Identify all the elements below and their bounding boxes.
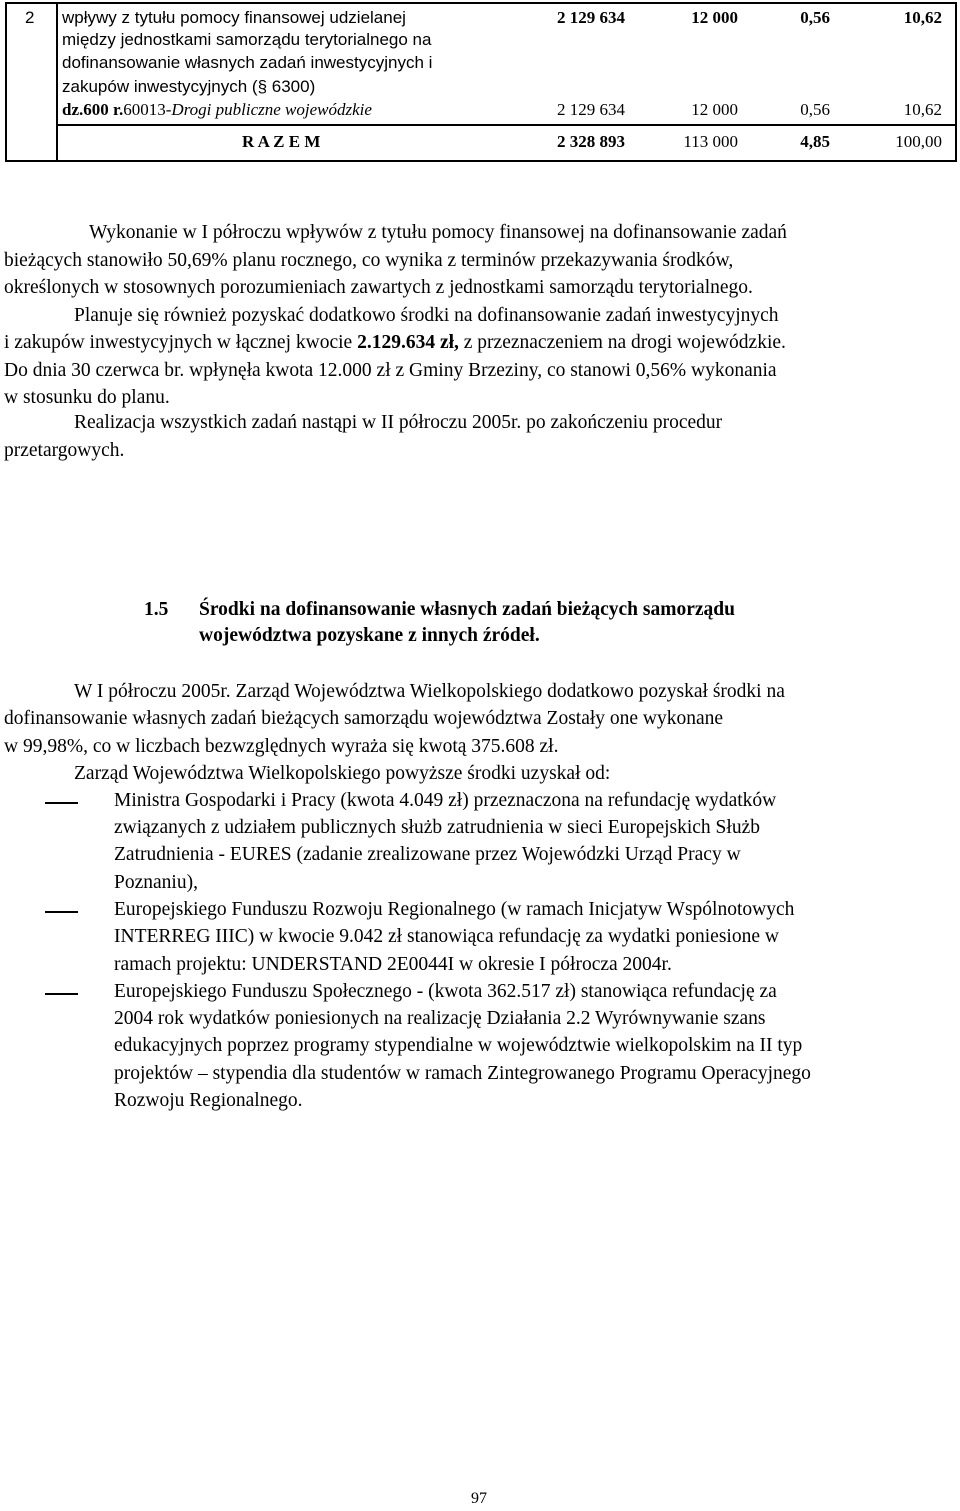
dash-bullet-icon: [45, 993, 78, 995]
dash-bullet-icon: [45, 911, 78, 913]
table-border-right: [955, 2, 957, 162]
table-row-description-line: dofinansowanie własnych zadań inwestycyjnych i: [62, 53, 433, 72]
list-item-line: Europejskiego Funduszu Rozwoju Regionalnego (w ramach Inicjatyw Wspólnotowych: [114, 899, 795, 920]
paragraph-text: Realizacja wszystkich zadań nastąpi w II półroczu 2005r. po zakończeniu procedur: [74, 412, 723, 433]
table-row-divider: [56, 124, 956, 126]
list-item-line: INTERREG IIIC) w kwocie 9.042 zł stanowiąca refundację za wydatki poniesione w: [114, 926, 779, 947]
table-cell-structure: 10,62: [903, 8, 942, 27]
table-cell-percent: 0,56: [800, 8, 830, 27]
section-title-line: województwa pozyskane z innych źródeł.: [199, 625, 540, 646]
list-item-line: Poznaniu),: [114, 872, 198, 893]
paragraph-line: Planuje się również pozyskać dodatkowo środki na dofinansowanie zadań inwestycyjnych: [74, 305, 779, 326]
paragraph-text: i zakupów inwestycyjnych w łącznej kwocie: [4, 332, 358, 353]
paragraph-line: [4, 331, 786, 355]
table-cell-plan: 2 129 634: [557, 100, 625, 119]
table-total-execution: 113 000: [683, 132, 738, 151]
page-number: 97: [471, 1490, 487, 1507]
table-row-number: 2: [25, 8, 35, 27]
table-subrow-prefix: dz.600 r.: [62, 100, 124, 119]
table-cell-plan: 2 129 634: [557, 8, 625, 27]
table-row-description-line: zakupów inwestycyjnych (§ 6300): [62, 77, 316, 96]
paragraph-line: Zarząd Województwa Wielkopolskiego powyższe środki uzyskał od:: [74, 763, 611, 784]
paragraph-line: [74, 411, 955, 435]
table-row-description-line: wpływy z tytułu pomocy finansowej udzielanej: [62, 8, 406, 27]
paragraph-line: określonych w stosownych porozumieniach zawartych z jednostkami samorządu terytorialnego.: [4, 277, 753, 298]
table-total-label: R A Z E M: [242, 132, 321, 151]
list-item-line: Europejskiego Funduszu Społecznego - (kwota 362.517 zł) stanowiąca refundację za: [114, 981, 777, 1002]
paragraph-line: Wykonanie w I półroczu wpływów z tytułu pomocy finansowej na dofinansowanie zadań: [89, 222, 787, 243]
table-cell-percent: 0,56: [800, 100, 830, 119]
list-item-line: projektów – stypendia dla studentów w ramach Zintegrowanego Programu Operacyjnego: [114, 1063, 811, 1084]
section-title-line: Środki na dofinansowanie własnych zadań bieżących samorządu: [199, 599, 735, 620]
list-item-line: Zatrudnienia - EURES (zadanie zrealizowane przez Wojewódzki Urząd Pracy w: [114, 844, 741, 865]
table-border-top: [5, 2, 957, 4]
list-item-line: edukacyjnych poprzez programy stypendialne w województwie wielkopolskim na II typ: [114, 1035, 803, 1056]
list-item-line: Rozwoju Regionalnego.: [114, 1090, 303, 1111]
list-item-line: ramach projektu: UNDERSTAND 2E0044I w okresie I półrocza 2004r.: [114, 954, 672, 975]
paragraph-line: dofinansowanie własnych zadań bieżących samorządu województwa Zostały one wykonane: [4, 708, 724, 729]
list-item-line: Ministra Gospodarki i Pracy (kwota 4.049 zł) przeznaczona na refundację wydatków: [114, 790, 777, 811]
paragraph-line: bieżących stanowiło 50,69% planu rocznego, co wynika z terminów przekazywania środków,: [4, 250, 734, 271]
list-item-line: 2004 rok wydatków poniesionych na realizację Działania 2.2 Wyrównywanie szans: [114, 1008, 766, 1029]
section-number: 1.5: [144, 599, 169, 620]
paragraph-line: w 99,98%, co w liczbach bezwzględnych wyraża się kwotą 375.608 zł.: [4, 736, 559, 757]
table-cell-execution: 12 000: [691, 8, 738, 27]
table-subrow-label: [62, 99, 372, 120]
table-border-bottom: [5, 160, 957, 162]
table-row-description-line: między jednostkami samorządu terytorialnego na: [62, 30, 432, 49]
dash-bullet-icon: [45, 802, 78, 804]
table-subrow-name: Drogi publiczne wojewódzkie: [171, 100, 372, 119]
paragraph-line: W I półroczu 2005r. Zarząd Województwa Wielkopolskiego dodatkowo pozyskał środki na: [74, 681, 785, 702]
paragraph-line: przetargowych.: [4, 440, 125, 461]
table-total-percent: 4,85: [800, 132, 830, 151]
paragraph-line: w stosunku do planu.: [4, 387, 170, 408]
table-column-divider: [56, 2, 58, 162]
amount-text: 2.129.634 zł,: [357, 332, 459, 353]
table-total-structure: 100,00: [895, 132, 942, 151]
table-cell-execution: 12 000: [691, 100, 738, 119]
paragraph-text: z przeznaczeniem na drogi wojewódzkie.: [458, 332, 786, 353]
table-cell-structure: 10,62: [903, 100, 942, 119]
table-total-plan: 2 328 893: [557, 132, 625, 151]
paragraph-line: Do dnia 30 czerwca br. wpłynęła kwota 12.000 zł z Gminy Brzeziny, co stanowi 0,56% wykonania: [4, 360, 777, 381]
budget-table: [5, 2, 957, 162]
list-item-line: związanych z udziałem publicznych służb zatrudnienia w sieci Europejskich Służb: [114, 817, 760, 838]
table-subrow-code: 60013-: [123, 100, 172, 119]
table-border-left: [5, 2, 7, 162]
